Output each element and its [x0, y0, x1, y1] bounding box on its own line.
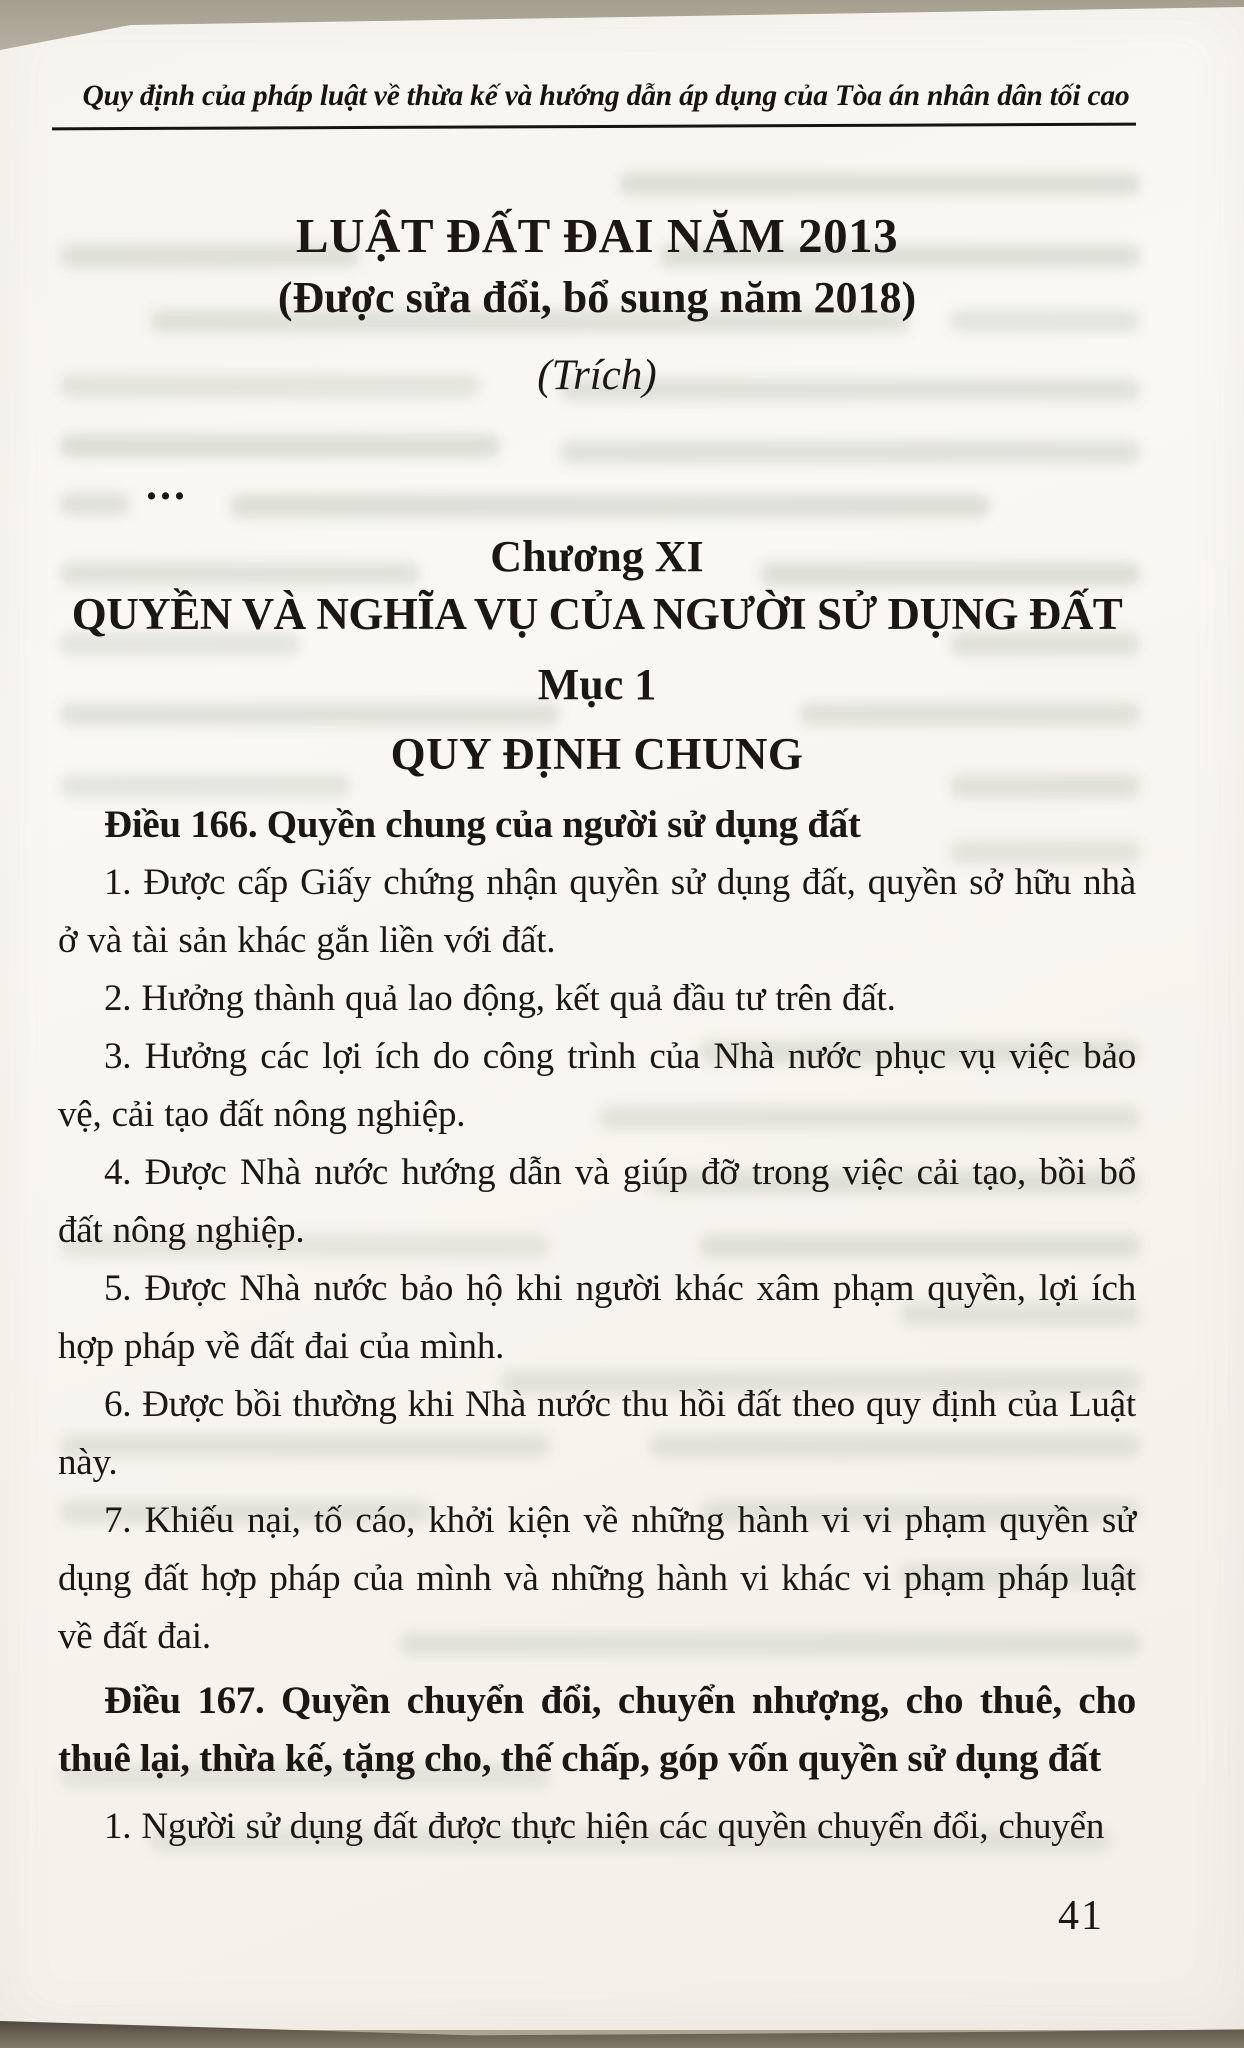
- section-label: Mục 1: [537, 660, 657, 709]
- article-166-clause: 2. Hưởng thành quả lao động, kết quả đầu tư trên đất.: [104, 978, 896, 1019]
- article-166-heading: Điều 166. Quyền chung của người sử dụng đất: [104, 803, 861, 846]
- article-167-clause: 1. Người sử dụng đất được thực hiện các quyền chuyển đổi, chuyển: [104, 1806, 1105, 1847]
- header-rule: [52, 123, 1136, 131]
- document-title: LUẬT ĐẤT ĐAI NĂM 2013: [295, 208, 899, 263]
- book-page: [0, 4, 1244, 2030]
- page-number: 41: [1058, 1893, 1104, 1939]
- section-title: QUY ĐỊNH CHUNG: [390, 729, 804, 779]
- excerpt-note: (Trích): [537, 352, 657, 399]
- article-166-body: [58, 854, 1136, 1666]
- article-166-clause: 6. Được bồi thường khi Nhà nước thu hồi đất theo quy định của Luật này.: [58, 1384, 1136, 1483]
- article-166-clause: 5. Được Nhà nước bảo hộ khi người khác xâm phạm quyền, lợi ích hợp pháp về đất đai của mình.: [58, 1268, 1136, 1367]
- chapter-label: Chương XI: [490, 532, 704, 581]
- running-header: Quy định của pháp luật về thừa kế và hướng dẫn áp dụng của Tòa án nhân dân tối cao: [82, 80, 1130, 112]
- article-167-body: [58, 1798, 1136, 1856]
- document-subtitle: (Được sửa đổi, bổ sung năm 2018): [277, 273, 917, 322]
- article-166-clause: 1. Được cấp Giấy chứng nhận quyền sử dụng đất, quyền sở hữu nhà ở và tài sản khác gắn liền với đất.: [58, 862, 1136, 961]
- article-166-clause: 7. Khiếu nại, tố cáo, khởi kiện về những hành vi vi phạm quyền sử dụng đất hợp pháp của mình và những hành vi khác vi phạm pháp luật về đất đai.: [58, 1500, 1136, 1657]
- article-166-clause: 4. Được Nhà nước hướng dẫn và giúp đỡ trong việc cải tạo, bồi bổ đất nông nghiệp.: [58, 1152, 1136, 1251]
- article-166-clause: 3. Hưởng các lợi ích do công trình của Nhà nước phục vụ việc bảo vệ, cải tạo đất nông nghiệp.: [58, 1036, 1136, 1135]
- article-167-heading: Điều 167. Quyền chuyển đổi, chuyển nhượng, cho thuê, cho thuê lại, thừa kế, tặng cho, thế chấp, góp vốn quyền sử dụng đất: [58, 1679, 1136, 1780]
- omission-ellipsis: ...: [146, 460, 188, 509]
- chapter-title: QUYỀN VÀ NGHĨA VỤ CỦA NGƯỜI SỬ DỤNG ĐẤT: [71, 589, 1123, 639]
